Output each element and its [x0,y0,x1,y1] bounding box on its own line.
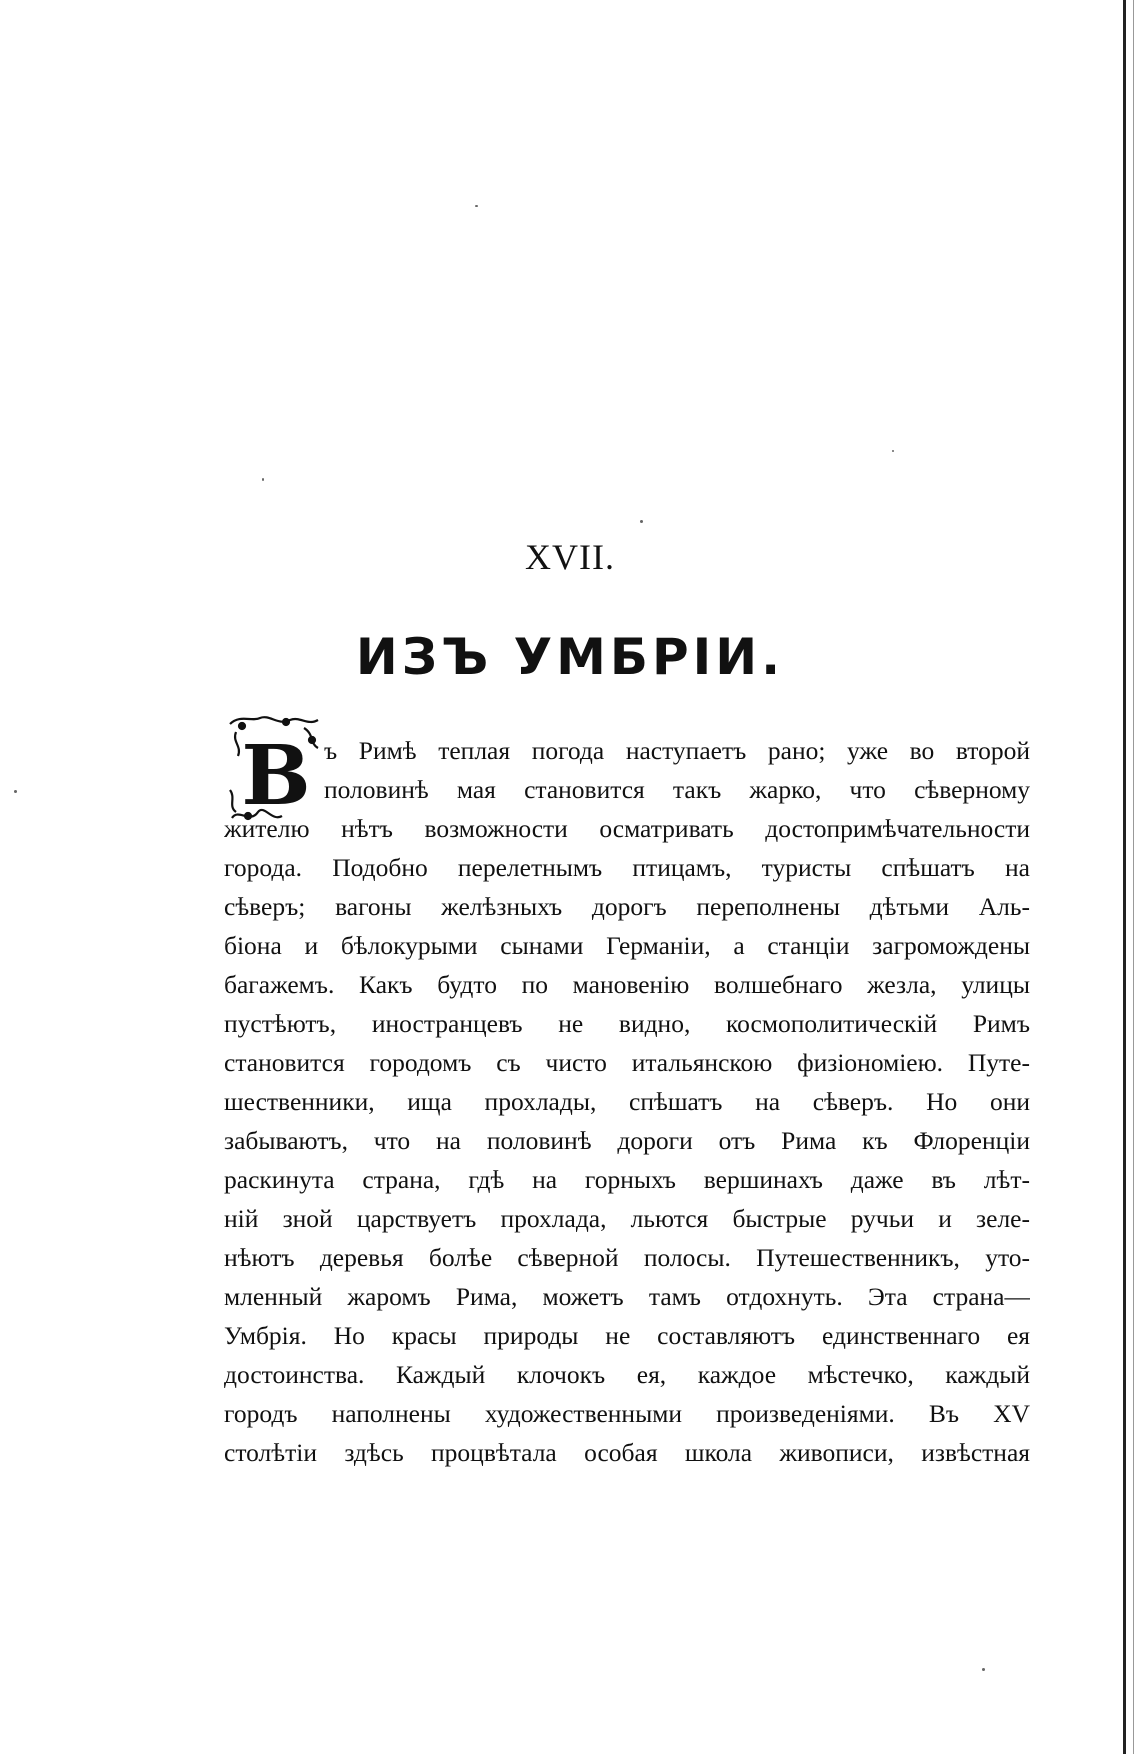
text-line: біона и бѣлокурыми сынами Германіи, а станціи загромождены [224,931,1030,960]
scan-speck [262,478,264,481]
scan-speck [475,205,478,207]
text-line: пустѣютъ, иностранцевъ не видно, космополитическій Римъ [224,1009,1030,1038]
scan-speck [982,1668,985,1671]
chapter-title: ИЗЪ УМБРІИ. [355,628,785,686]
text-line: городъ наполнены художественными произведеніями. Въ XV [224,1399,1030,1428]
text-line: ъ Римѣ теплая погода наступаетъ рано; уже во второй [324,736,1030,765]
initial-letter: В [241,728,311,824]
text-line: забываютъ, что на половинѣ дороги отъ Рима къ Флоренціи [224,1126,1030,1155]
scan-speck [892,450,894,452]
text-line: столѣтіи здѣсь процвѣтала особая школа живописи, извѣстная [224,1438,1030,1467]
text-line: жителю нѣтъ возможности осматривать достопримѣчательности [224,814,1030,843]
text-line: достоинства. Каждый клочокъ ея, каждое мѣстечко, каждый [224,1360,1030,1389]
text-line: нѣютъ деревья болѣе сѣверной полосы. Путешественникъ, уто- [224,1243,1030,1272]
scan-speck [640,520,643,523]
page-edge-line-outer [1133,0,1134,1754]
text-line: города. Подобно перелетнымъ птицамъ, туристы спѣшатъ на [224,853,1030,882]
text-line: становится городомъ съ чисто итальянскою физіономіею. Путе- [224,1048,1030,1077]
text-line: ній зной царствуетъ прохлада, льются быстрые ручьи и зеле- [224,1204,1030,1233]
text-line: раскинута страна, гдѣ на горныхъ вершинахъ даже въ лѣт- [224,1165,1030,1194]
text-line: Умбрія. Но красы природы не составляютъ единственнаго ея [224,1321,1030,1350]
text-line: сѣверъ; вагоны желѣзныхъ дорогъ переполнены дѣтьми Аль- [224,892,1030,921]
chapter-text [224,731,1030,1472]
text-line: мленный жаромъ Рима, можетъ тамъ отдохнуть. Эта страна— [224,1282,1030,1311]
chapter-number: XVII. [525,537,615,577]
scan-speck [14,790,17,793]
text-line: багажемъ. Какъ будто по мановенію волшебнаго жезла, улицы [224,970,1030,999]
text-line: шественники, ища прохлады, спѣшатъ на сѣверъ. Но они [224,1087,1030,1116]
text-line: половинѣ мая становится такъ жарко, что сѣверному [324,775,1030,804]
page-edge-line [1123,0,1126,1754]
